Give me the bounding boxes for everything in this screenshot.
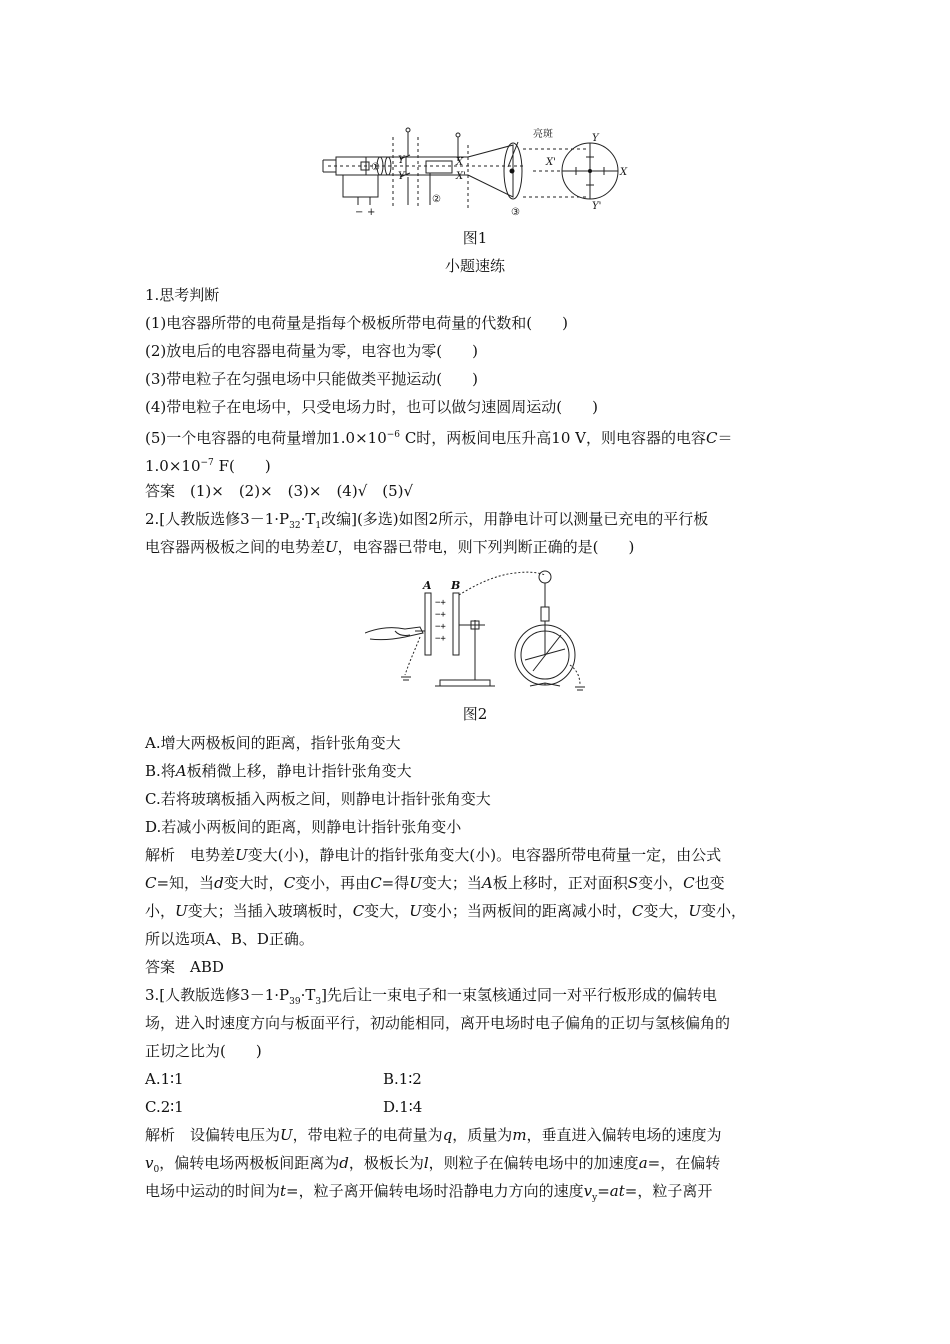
svg-text:−+: −+ — [435, 610, 446, 620]
fig1-label-xp: X' — [456, 171, 466, 182]
q1-item-3: (3)带电粒子在匀强电场中只能做类平抛运动( ) — [145, 370, 478, 388]
q2-option-a: A.增大两极板间的距离，指针张角变大 — [145, 734, 401, 752]
q3-analysis-line1: 解析 设偏转电压为U，带电粒子的电荷量为q，质量为m，垂直进入偏转电场的速度为 — [145, 1126, 722, 1144]
q3-option-d: D.1∶4 — [383, 1098, 423, 1116]
q3-analysis-line3: 电场中运动的时间为t=，粒子离开偏转电场时沿静电力方向的速度$v_y=at=$，粒子离开 — [145, 1182, 713, 1203]
q2-analysis-line2: C=知，当d变大时，C变小，再由C=得U变大；当A板上移时，正对面积S变小，C也变 — [145, 874, 725, 892]
q2-stem-line2: 电容器两极板之间的电势差U，电容器已带电，则下列判断正确的是( ) — [145, 538, 635, 556]
section-title: 小题速练 — [444, 257, 505, 275]
q2-analysis-line3: 小，U变大；当插入玻璃板时，C变大，U变小；当两板间的距离减小时，C变大，U变小， — [145, 902, 747, 920]
figure-1-oscilloscope-diagram — [318, 127, 633, 219]
q2-option-b: B.将A板稍微上移，静电计指针张角变大 — [145, 762, 412, 780]
fig2-label-b: B — [451, 579, 461, 592]
q2-answer: 答案 ABD — [145, 958, 224, 976]
q2-option-d: D.若减小两板间的距离，则静电计指针张角变小 — [145, 818, 462, 836]
q2-analysis-line4: 所以选项A、B、D正确。 — [145, 930, 314, 948]
fig1-label-plus: + — [367, 207, 376, 218]
q3-stem-line1: 3.[人教版选修$3-1\cdot P_{39}\cdot T_3$]先后让一束电子和一束氢核通过同一对平行板形成的偏转电 — [145, 986, 717, 1007]
q1-item-1: (1)电容器所带的电荷量是指每个极板所带电荷量的代数和( ) — [145, 314, 568, 332]
q2-option-c: C.若将玻璃板插入两板之间，则静电计指针张角变大 — [145, 790, 491, 808]
q3-option-b: B.1∶2 — [383, 1070, 422, 1088]
svg-text:−+: −+ — [435, 598, 446, 608]
q1-title: 1.思考判断 — [145, 286, 220, 304]
q2-stem-line1: 2.[人教版选修$3-1\cdot P_{32}\cdot T_1$改编](多选)如图2所示，用静电计可以测量已充电的平行板 — [145, 510, 709, 531]
fig1-label-2: ② — [432, 194, 441, 205]
fig1-label-ypr: Y' — [592, 201, 602, 212]
fig2-label-a: A — [423, 579, 432, 592]
q1-item-5-line1: (5)一个电容器的电荷量增加$1.0\times 10^{-6}$ C时，两板间电压升高10 V，则电容器的电容C＝ — [145, 429, 733, 447]
q3-option-a: A.1∶1 — [145, 1070, 184, 1088]
q2-analysis-line1: 解析 电势差U变大(小)，静电计的指针张角变大(小)。电容器所带电荷量一定，由公式 — [145, 846, 722, 864]
fig1-label-x: X — [456, 157, 464, 168]
q3-option-c: C.2∶1 — [145, 1098, 184, 1116]
fig1-label-yp: Y' — [398, 171, 408, 182]
figure-2-electrometer-diagram — [365, 565, 595, 695]
fig1-label-spot: 亮斑 — [533, 129, 553, 140]
q1-answer: 答案 (1)× (2)× (3)× (4)√ (5)√ — [145, 482, 414, 500]
fig1-label-xpr: X' — [546, 157, 556, 168]
fig1-label-3: ③ — [511, 207, 520, 218]
fig1-label-1: ① — [371, 162, 380, 173]
fig1-label-y: Y — [398, 155, 405, 166]
fig1-label-yr: Y — [592, 133, 599, 144]
fig1-caption: 图1 — [462, 229, 488, 247]
fig1-label-minus: − — [355, 207, 364, 218]
svg-text:−+: −+ — [435, 634, 446, 644]
q3-stem-line2: 场，进入时速度方向与板面平行，初动能相同，离开电场时电子偏角的正切与氢核偏角的 — [145, 1014, 731, 1032]
q1-item-5-line2: $1.0\times 10^{-7}$ F( ) — [145, 457, 271, 475]
q3-analysis-line2: $v_0$，偏转电场两极板间距离为d，极板长为l，则粒子在偏转电场中的加速度a=，在偏转 — [145, 1154, 721, 1175]
svg-text:−+: −+ — [435, 622, 446, 632]
fig1-label-xr: X — [620, 167, 628, 178]
q3-stem-line3: 正切之比为( ) — [145, 1042, 262, 1060]
fig2-caption: 图2 — [462, 705, 488, 723]
q1-item-4: (4)带电粒子在电场中，只受电场力时，也可以做匀速圆周运动( ) — [145, 398, 598, 416]
q1-item-2: (2)放电后的电容器电荷量为零，电容也为零( ) — [145, 342, 478, 360]
